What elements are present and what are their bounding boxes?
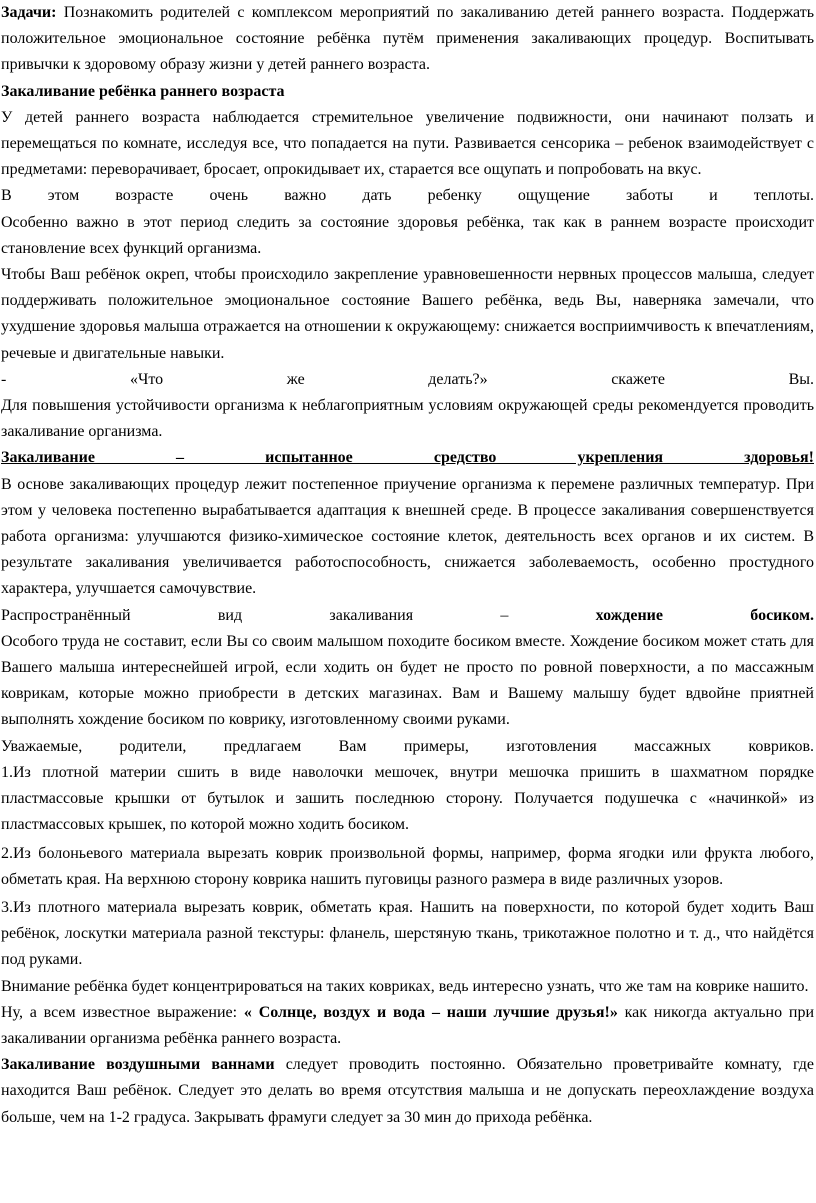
- mat-example-2: 2.Из болоньевого материала вырезать коврик произвольной формы, например, форма ягодки или фрукта любого, обметать края. На верхнюю сторону коврика нашить пуговицы разного размера в виде различных узоров.: [1, 844, 814, 888]
- section1-paragraph-3: Чтобы Ваш ребёнок окреп, чтобы происходило закрепление уравновешенности нервных процессов малыша, следует поддерживать положительное эмоциональное состояние Вашего ребёнка, ведь Вы, наверняка замечали, что ухудшение здоровья малыша отражается на отношении к окружающему: снижается восприимчивость к впечатлениям, речевые и двигательные навыки.: [1, 266, 814, 362]
- mat-example-3: 3.Из плотного материала вырезать коврик, обметать края. Нашить на поверхности, по которой будет ходить Ваш ребёнок, лоскутки материала разной текстуры: фланель, шерстяную ткань, трикотажное полотно и т. д., что найдётся под руками.: [1, 898, 814, 969]
- section1-paragraph-2a: В этом возрасте очень важно дать ребенку ощущение заботы и теплоты.: [1, 187, 814, 205]
- section2-paragraph-1: В основе закаливающих процедур лежит постепенное приучение организма к перемене различных температур. При этом у человека постепенно вырабатывается адаптация к внешней среде. В процессе закаливания совершенствуется работа организма: улучшаются физико-химическое состояние клеток, деятельность всех органов и их систем. В результате закаливания увеличивается работоспособность, снижается заболеваемость, особенно простудного характера, улучшается самочувствие.: [1, 475, 814, 598]
- section1-paragraph-4: Для повышения устойчивости организма к неблагоприятным условиям окружающей среды рекомендуется проводить закаливание организма.: [1, 397, 814, 441]
- section1-quote-line: - «Что же делать?» скажете Вы.: [1, 370, 814, 388]
- section2-paragraph-4: Уважаемые, родители, предлагаем Вам примеры, изготовления массажных ковриков.: [1, 737, 814, 755]
- mat-example-1: 1.Из плотной материи сшить в виде наволочки мешочек, внутри мешочка пришить в шахматном порядке пластмассовые крышки от бутылок и зашить последнюю сторону. Получается подушечка с «начинкой» из пластмассовых крышек, по которой можно ходить босиком.: [1, 763, 814, 834]
- section2-paragraph-2: Распространённый вид закаливания – хождение босиком.: [1, 606, 815, 624]
- section1-paragraph-2b: Особенно важно в этот период следить за состояние здоровья ребёнка, так как в раннем возрасте происходит становление всех функций организма.: [1, 213, 814, 257]
- section2-paragraph-3: Особого труда не составит, если Вы со своим малышом походите босиком вместе. Хождение босиком может стать для Вашего малыша интереснейшей игрой, если ходить он будет не просто по ровной поверхности, а по массажным коврикам, которые можно приобрести в детских магазинах. Вам и Вашему малышу будет вдвойне приятней выполнять хождение босиком по коврику, изготовленному своими руками.: [1, 632, 814, 729]
- section1-title: Закаливание ребёнка раннего возраста: [1, 82, 285, 100]
- section2-paragraph-6: Ну, а всем известное выражение: « Солнце, воздух и вода – наши лучшие друзья!» как никогда актуально при закаливании организма ребёнка раннего возраста.: [1, 1003, 815, 1047]
- section2-heading: Закаливание – испытанное средство укрепления здоровья!: [1, 449, 814, 467]
- tasks-text: Познакомить родителей с комплексом мероприятий по закаливанию детей раннего возраста. Поддержать положительное эмоциональное состояние ребёнка путём применения закаливающих процедур. Воспитывать привычки к здоровому образу жизни у детей раннего возраста.: [1, 4, 814, 74]
- tasks-paragraph: [1, 0, 814, 79]
- section1-paragraph-1: У детей раннего возраста наблюдается стремительное увеличение подвижности, они начинают ползать и перемещаться по комнате, исследуя все, что попадается на пути. Развивается сенсорика – ребенок взаимодействует с предметами: переворачивает, бросает, опрокидывает их, старается все ощупать и попробовать на вкус.: [1, 108, 814, 179]
- section2-paragraph-5: Внимание ребёнка будет концентрироваться на таких ковриках, ведь интересно узнать, что же там на коврике нашито.: [1, 977, 809, 995]
- section2-paragraph-7: Закаливание воздушными ваннами следует проводить постоянно. Обязательно проветривайте комнату, где находится Ваш ребёнок. Следует это делать во время отсутствия малыша и не допускать переохлаждение воздуха больше, чем на 1-2 градуса. Закрывать фрамуги следует за 30 мин до прихода ребёнка.: [1, 1056, 814, 1126]
- tasks-label: Задачи:: [1, 4, 57, 21]
